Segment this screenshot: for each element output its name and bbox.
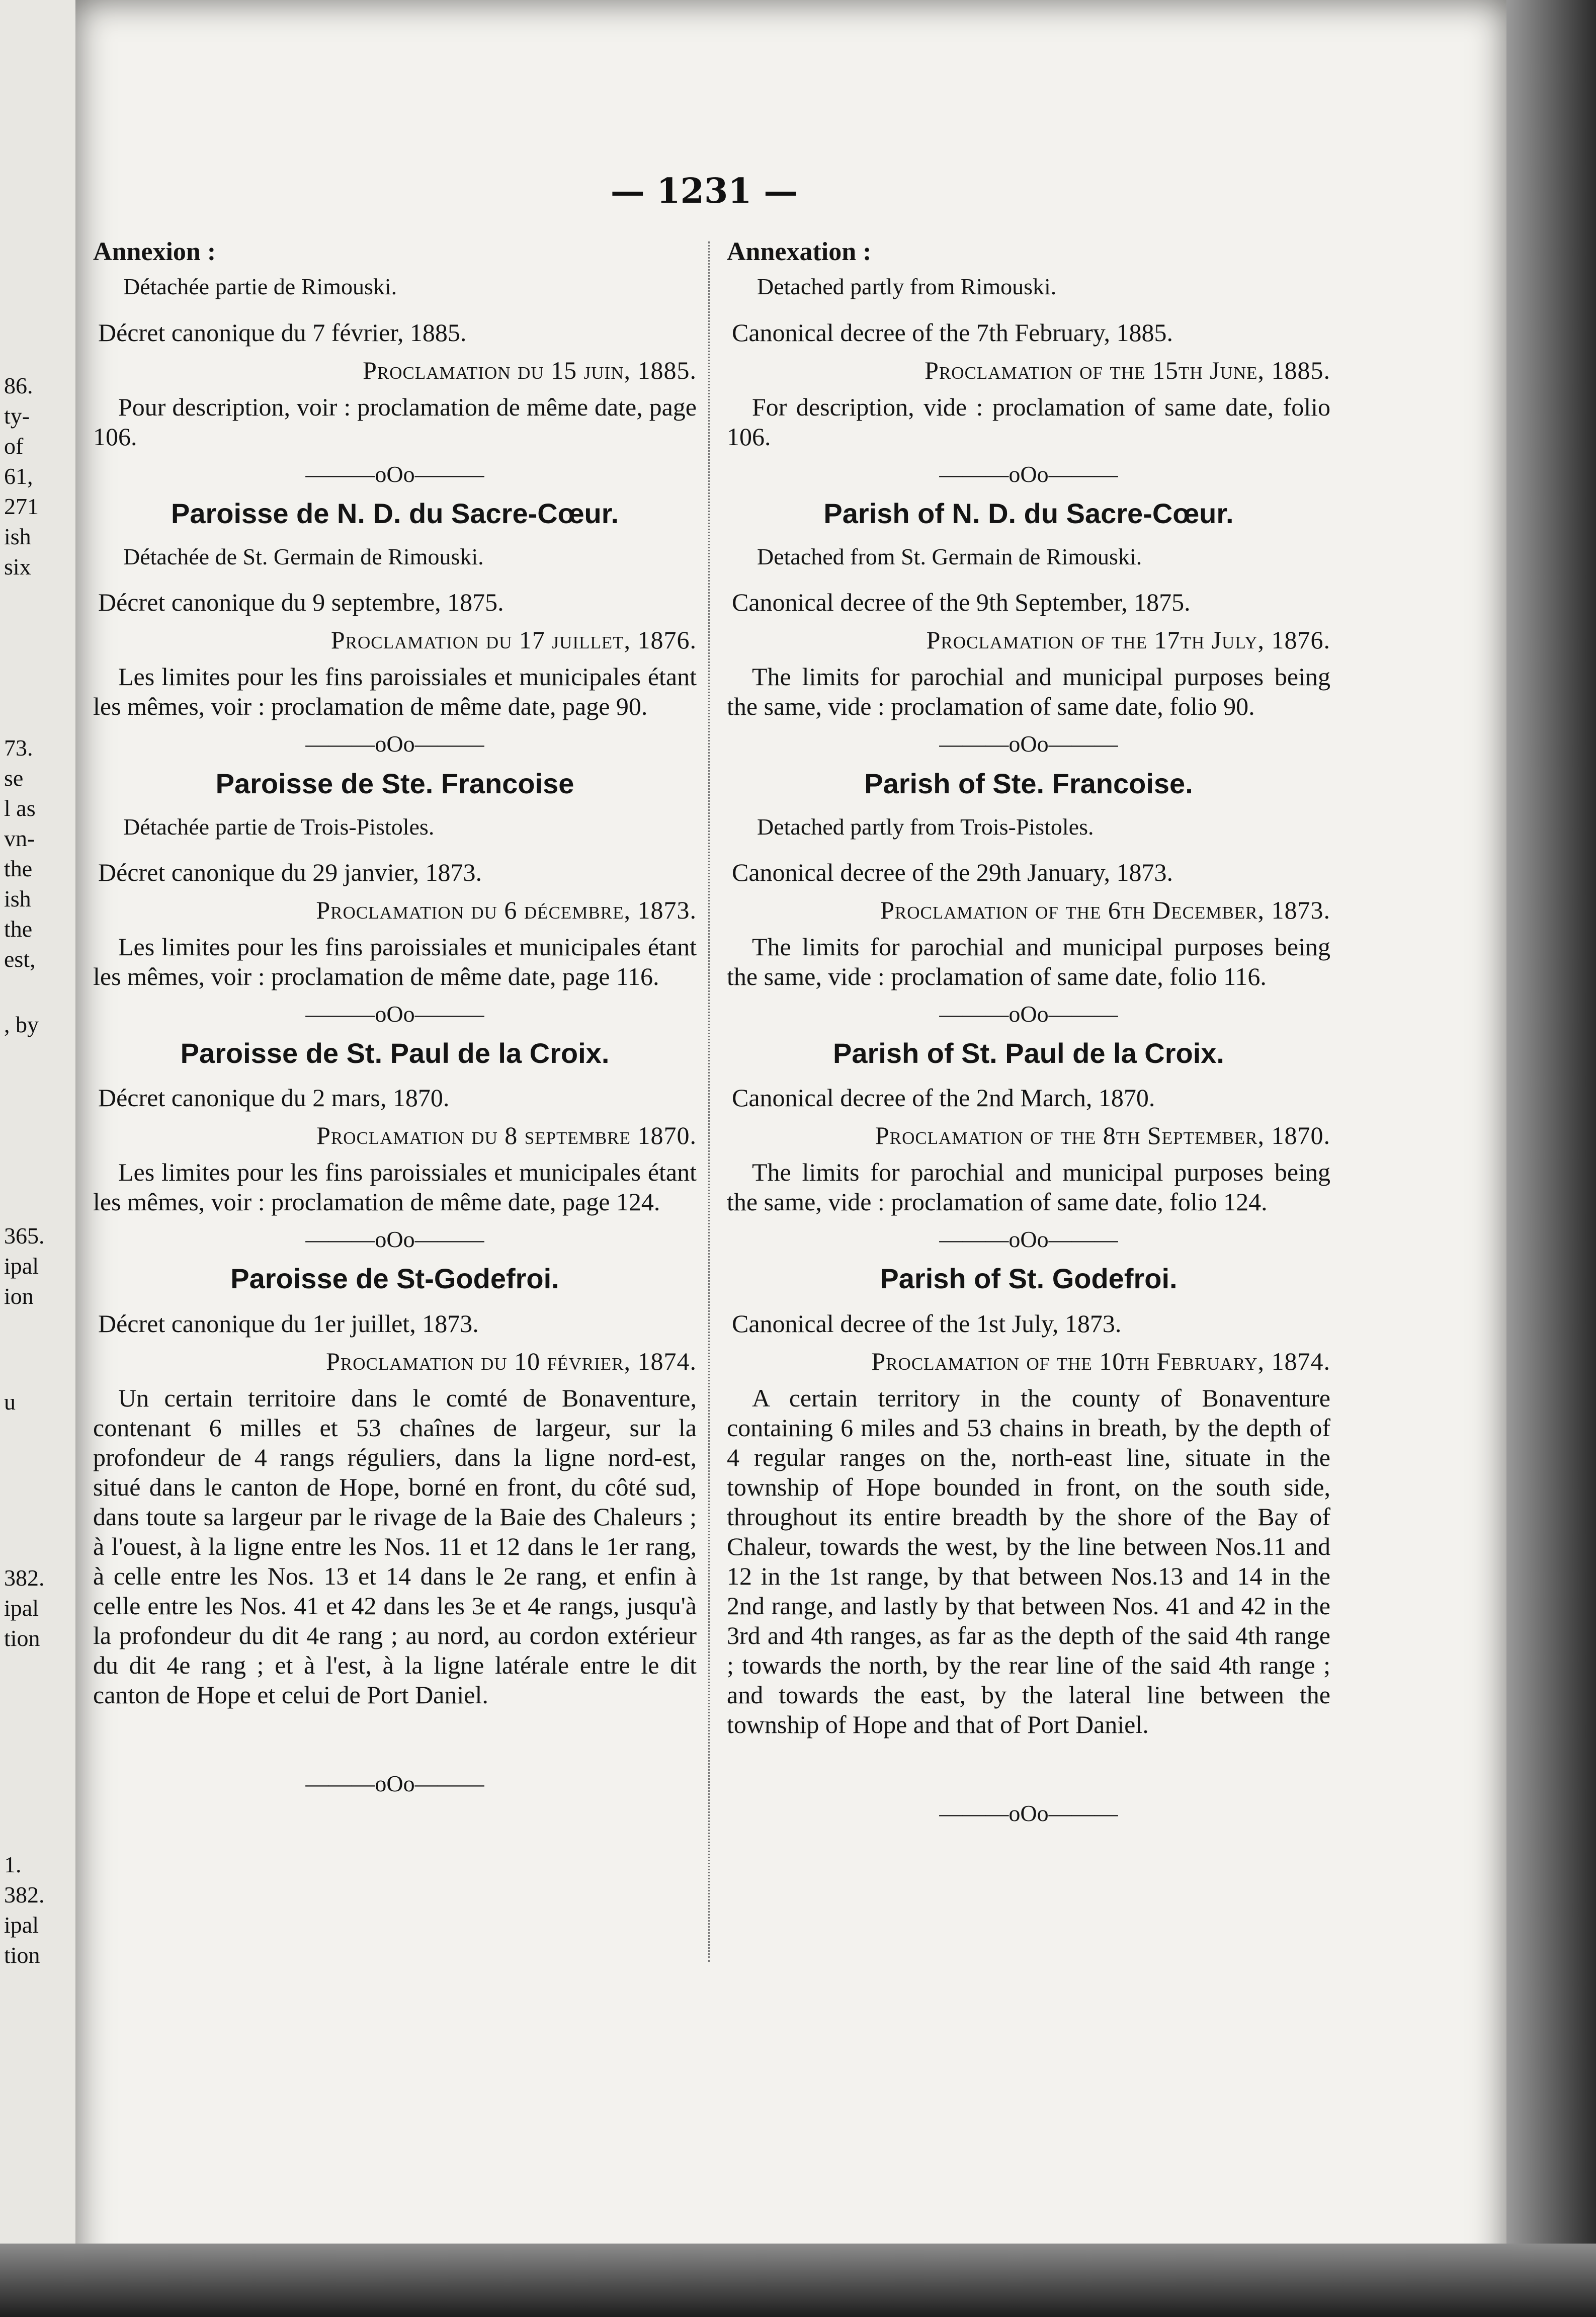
section-separator: ———oOo——— — [305, 1226, 484, 1253]
margin-fragment: l as — [4, 795, 36, 821]
section-proclamation: Proclamation du 17 juillet, 1876. — [330, 626, 697, 654]
section-text: The limits for parochial and municipal purposes being the same, vide : proclamation of same date, folio 90. — [727, 663, 1330, 721]
section-text: The limits for parochial and municipal purposes being the same, vide : proclamation of same date, folio 116. — [727, 932, 1330, 990]
section-heading: Paroisse de N. D. du Sacre-Cœur. — [171, 497, 619, 529]
page-number: — 1231 — — [610, 171, 798, 211]
margin-fragment: 61, — [4, 463, 33, 489]
section-decree: Décret canonique du 9 septembre, 1875. — [98, 588, 504, 617]
margin-fragment: ipal — [4, 1595, 39, 1621]
margin-fragment: 1. — [4, 1852, 22, 1877]
column-divider — [708, 241, 710, 1962]
section-separator: ———oOo——— — [939, 1001, 1118, 1027]
margin-fragment: tion — [4, 1942, 40, 1968]
section-decree: Canonical decree of the 9th September, 1875. — [732, 588, 1191, 617]
margin-fragment: 382. — [4, 1882, 45, 1908]
annex-decree: Décret canonique du 7 février, 1885. — [98, 318, 467, 347]
bottom-edge-shadow — [0, 2244, 1596, 2317]
section-separator: ———oOo——— — [305, 731, 484, 757]
adjacent-page-margin — [0, 0, 75, 2317]
annex-proclamation: Proclamation of the 15th June, 1885. — [925, 356, 1330, 384]
french-column — [93, 236, 697, 1820]
section-proclamation: Proclamation du 8 septembre 1870. — [316, 1121, 697, 1150]
section-decree: Canonical decree of the 2nd March, 1870. — [732, 1084, 1155, 1112]
annex-description: Pour description, voir : proclamation de même date, page 106. — [93, 392, 697, 451]
section-detached: Detached from St. Germain de Rimouski. — [757, 543, 1142, 569]
section-heading: Parish of St. Godefroi. — [880, 1263, 1178, 1295]
section-decree: Décret canonique du 1er juillet, 1873. — [98, 1309, 479, 1338]
margin-fragment: ipal — [4, 1912, 39, 1938]
margin-fragment: ty- — [4, 403, 30, 429]
section-proclamation: Proclamation of the 6th December, 1873. — [880, 895, 1330, 924]
margin-fragment: 86. — [4, 373, 33, 398]
margin-fragment: u — [4, 1389, 16, 1415]
section-decree: Décret canonique du 2 mars, 1870. — [98, 1084, 450, 1112]
section-text: The limits for parochial and municipal purposes being the same, vide : proclamation of same date, folio 124. — [727, 1158, 1330, 1216]
section-heading: Parish of St. Paul de la Croix. — [833, 1037, 1224, 1069]
section-text: A certain territory in the county of Bonaventure containing 6 miles and 53 chains in breath, by the depth of 4 regular ranges on the, north-east line, situate in the township of Hope bounded in front, on the south side, throughout its entire breadth by the shore of the Bay of Chaleur, towards the west, by the line between Nos.11 and 12 in the 1st range, by that between Nos.13 and 14 in the 2nd range, and lastly by that between Nos. 41 and 42 in the 3rd and 4th ranges, as far as the depth of the said 4th range ; towards the north, by the rear line of the said 4th range ; and towards the east, by the lateral line between the township of Hope and that of Port Daniel. — [727, 1383, 1330, 1739]
section-decree: Canonical decree of the 1st July, 1873. — [732, 1309, 1122, 1338]
margin-fragment: ish — [4, 524, 31, 549]
section-heading: Parish of Ste. Francoise. — [864, 767, 1193, 799]
section-separator: ———oOo——— — [939, 731, 1118, 757]
margin-fragment: ipal — [4, 1253, 39, 1279]
section-decree: Canonical decree of the 29th January, 1873. — [732, 858, 1173, 886]
margin-fragment: , by — [4, 1012, 39, 1037]
annex-proclamation: Proclamation du 15 juin, 1885. — [363, 356, 697, 384]
section-decree: Décret canonique du 29 janvier, 1873. — [98, 858, 482, 886]
annex-detached: Détachée partie de Rimouski. — [123, 274, 397, 300]
margin-fragment: the — [4, 856, 33, 881]
margin-fragment: of — [4, 433, 24, 459]
section-separator: ———oOo——— — [305, 461, 484, 487]
section-heading: Paroisse de St-Godefroi. — [230, 1263, 559, 1295]
margin-fragment: ion — [4, 1283, 34, 1309]
english-column — [727, 236, 1330, 1850]
margin-fragment: 365. — [4, 1223, 45, 1249]
page-edge-shadow — [1506, 0, 1596, 2317]
margin-fragment: 382. — [4, 1565, 45, 1591]
section-heading: Paroisse de Ste. Francoise — [215, 767, 574, 799]
annex-label: Annexion : — [93, 237, 216, 266]
annex-detached: Detached partly from Rimouski. — [757, 274, 1057, 300]
closing-separator: ———oOo——— — [305, 1770, 484, 1796]
section-proclamation: Proclamation du 10 février, 1874. — [326, 1347, 697, 1375]
section-text: Les limites pour les fins paroissiales et municipales étant les mêmes, voir : proclamation de même date, page 124. — [93, 1158, 697, 1216]
margin-fragment: vn- — [4, 825, 35, 851]
section-text: Les limites pour les fins paroissiales et municipales étant les mêmes, voir : proclamation de même date, page 90. — [93, 663, 697, 721]
margin-fragment: 271 — [4, 493, 39, 519]
section-text: Un certain territoire dans le comté de Bonaventure, contenant 6 milles et 53 chaînes de largeur, sur la profondeur de 4 rangs réguliers, dans la ligne nord-est, situé dans le canton de Hope, borné en front, du côté sud, dans toute sa largeur par le rivage de la Baie des Chaleurs ; à l'ouest, à la ligne entre les Nos. 11 et 12 dans le 1er rang, à celle entre les Nos. 13 et 14 dans le 2e rang, et enfin à celle entre les Nos. 41 et 42 dans les 3e et 4e rangs, jusqu'à la profondeur du dit 4e rang ; au nord, au cordon extérieur du dit 4e rang ; et à l'est, à la ligne latérale entre le dit canton de Hope et celui de Port Daniel. — [93, 1383, 697, 1709]
section-heading: Parish of N. D. du Sacre-Cœur. — [823, 497, 1234, 529]
section-separator: ———oOo——— — [939, 1226, 1118, 1253]
closing-separator: ———oOo——— — [939, 1800, 1118, 1826]
margin-fragment: 73. — [4, 735, 33, 761]
annex-label: Annexation : — [727, 237, 872, 266]
section-proclamation: Proclamation of the 10th February, 1874. — [871, 1347, 1330, 1375]
annex-description: For description, vide : proclamation of same date, folio 106. — [727, 392, 1330, 451]
margin-fragment: six — [4, 554, 31, 580]
annex-decree: Canonical decree of the 7th February, 1885. — [732, 318, 1173, 347]
margin-fragment: tion — [4, 1625, 40, 1651]
section-proclamation: Proclamation du 6 décembre, 1873. — [316, 895, 697, 924]
margin-fragment: se — [4, 765, 24, 791]
section-separator: ———oOo——— — [939, 461, 1118, 487]
section-separator: ———oOo——— — [305, 1001, 484, 1027]
margin-fragment: the — [4, 916, 33, 942]
section-text: Les limites pour les fins paroissiales et municipales étant les mêmes, voir : proclamation de même date, page 116. — [93, 932, 697, 990]
section-proclamation: Proclamation of the 17th July, 1876. — [926, 626, 1330, 654]
section-proclamation: Proclamation of the 8th September, 1870. — [875, 1121, 1330, 1150]
margin-fragment: ish — [4, 886, 31, 912]
section-detached: Détachée partie de Trois-Pistoles. — [123, 813, 435, 840]
section-heading: Paroisse de St. Paul de la Croix. — [180, 1037, 610, 1069]
section-detached: Détachée de St. Germain de Rimouski. — [123, 543, 484, 569]
section-detached: Detached partly from Trois-Pistoles. — [757, 813, 1094, 840]
margin-fragment: est, — [4, 946, 36, 972]
